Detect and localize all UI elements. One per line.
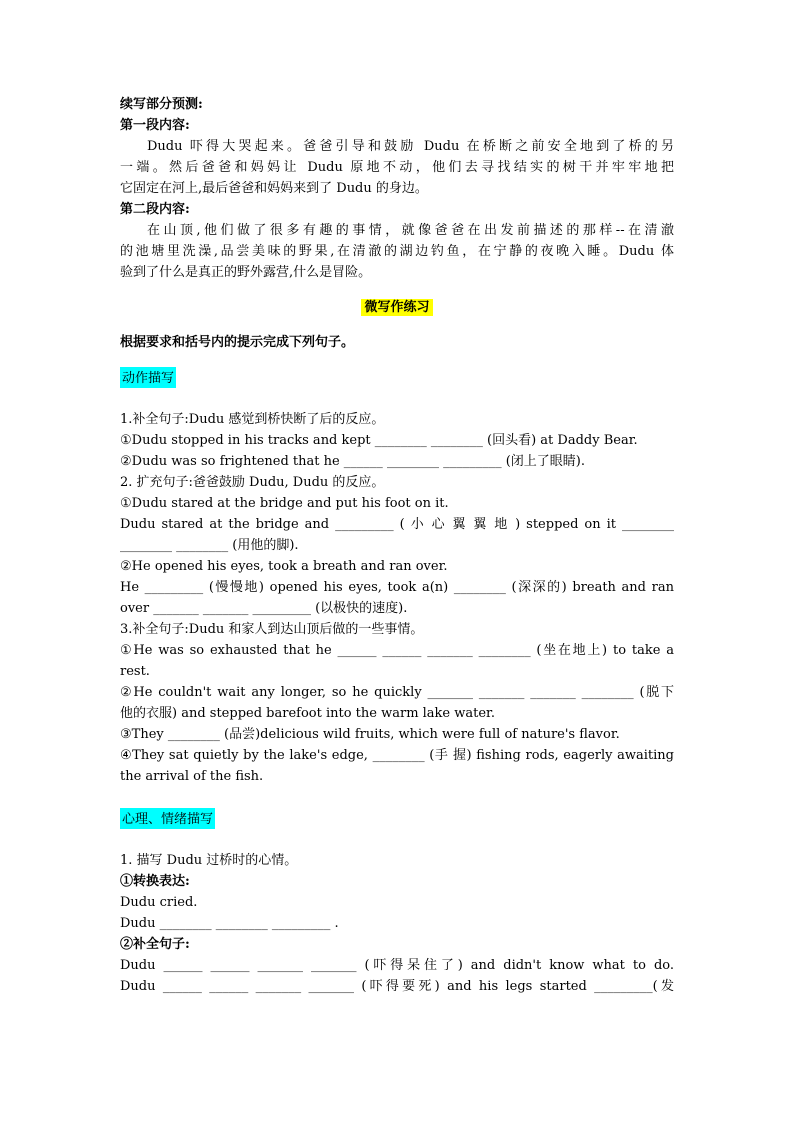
instruction: 根据要求和括号内的提示完成下列句子。 [120, 335, 355, 350]
exercise-line: ②He opened his eyes, took a breath and ran over. [120, 559, 448, 574]
exercise-line: over _______ _______ _________ (以极快的速度). [120, 601, 408, 616]
exercise-line: 3.补全句子:Dudu 和家人到达山顶后做的一些事情。 [120, 622, 424, 637]
section-psych-heading: 心理、情绪描写 [120, 808, 215, 829]
paragraph-2-line: 在山顶,他们做了很多有趣的事情，就像爸爸在出发前描述的那样--在清澈 [147, 223, 674, 238]
exercise-line: 他的衣服) and stepped barefoot into the warm lake water. [120, 706, 495, 721]
section-action-row [120, 367, 674, 388]
exercise-line: ②Dudu was so frightened that he ______ ________ _________ (闭上了眼睛). [120, 454, 585, 469]
exercise-line: ③They ________ (品尝)delicious wild fruits, which were full of nature's flavor. [120, 727, 620, 742]
heading-prediction: 续写部分预测: [120, 97, 203, 112]
exercise-line: the arrival of the fish. [120, 769, 264, 784]
paragraph-1 [120, 136, 674, 199]
exercise-subheading: ②补全句子: [120, 937, 190, 952]
exercise-line: Dudu ______ ______ _______ _______ (吓得呆住了) and didn't know what to do. [120, 958, 674, 973]
paragraph-2-line: 验到了什么是真正的野外露营,什么是冒险。 [120, 265, 372, 280]
exercise-line: rest. [120, 664, 150, 679]
exercise-line: Dudu ______ ______ _______ _______ (吓得要死) and his legs started _________(发 [120, 979, 674, 994]
paragraph-2-label: 第二段内容: [120, 202, 190, 217]
exercise-line: Dudu stared at the bridge and _________ ( 小 心 翼 翼 地 ) stepped on it ________ [120, 517, 674, 532]
paragraph-1-line: 一端。然后爸爸和妈妈让 Dudu 原地不动，他们去寻找结实的树干并牢牢地把 [120, 160, 674, 175]
exercise-line: ①Dudu stared at the bridge and put his foot on it. [120, 496, 449, 511]
action-exercises [120, 409, 674, 787]
practice-title-row [120, 297, 674, 318]
document-page [120, 94, 674, 997]
section-psych-row [120, 808, 674, 829]
exercise-line: Dudu cried. [120, 895, 198, 910]
exercise-line: ④They sat quietly by the lake's edge, ________ (手 握) fishing rods, eagerly awaiting [120, 748, 674, 763]
exercise-subheading: ①转换表达: [120, 874, 190, 889]
psych-exercises [120, 850, 674, 997]
exercise-line: ①He was so exhausted that he ______ ______ _______ ________ (坐在地上) to take a [120, 643, 674, 658]
practice-title: 微写作练习 [361, 299, 432, 316]
exercise-line: 1.补全句子:Dudu 感觉到桥快断了后的反应。 [120, 412, 385, 427]
exercise-line: 2. 扩充句子:爸爸鼓励 Dudu, Dudu 的反应。 [120, 475, 385, 490]
paragraph-2-line: 的池塘里洗澡,品尝美味的野果,在清澈的湖边钓鱼，在宁静的夜晚入睡。Dudu 体 [120, 244, 674, 259]
paragraph-1-label: 第一段内容: [120, 118, 190, 133]
section-action-heading: 动作描写 [120, 367, 176, 388]
exercise-line: Dudu ________ ________ _________ . [120, 916, 339, 931]
paragraph-2 [120, 220, 674, 283]
exercise-line: 1. 描写 Dudu 过桥时的心情。 [120, 853, 298, 868]
paragraph-1-line: Dudu 吓得大哭起来。爸爸引导和鼓励 Dudu 在桥断之前安全地到了桥的另 [147, 139, 674, 154]
exercise-line: ②He couldn't wait any longer, so he quickly _______ _______ _______ ________ (脱下 [120, 685, 674, 700]
paragraph-1-line: 它固定在河上,最后爸爸和妈妈来到了 Dudu 的身边。 [120, 181, 428, 196]
exercise-line: He _________ (慢慢地) opened his eyes, took a(n) ________ (深深的) breath and ran [120, 580, 674, 595]
exercise-line: ________ ________ (用他的脚). [120, 538, 299, 553]
exercise-line: ①Dudu stopped in his tracks and kept ________ ________ (回头看) at Daddy Bear. [120, 433, 638, 448]
